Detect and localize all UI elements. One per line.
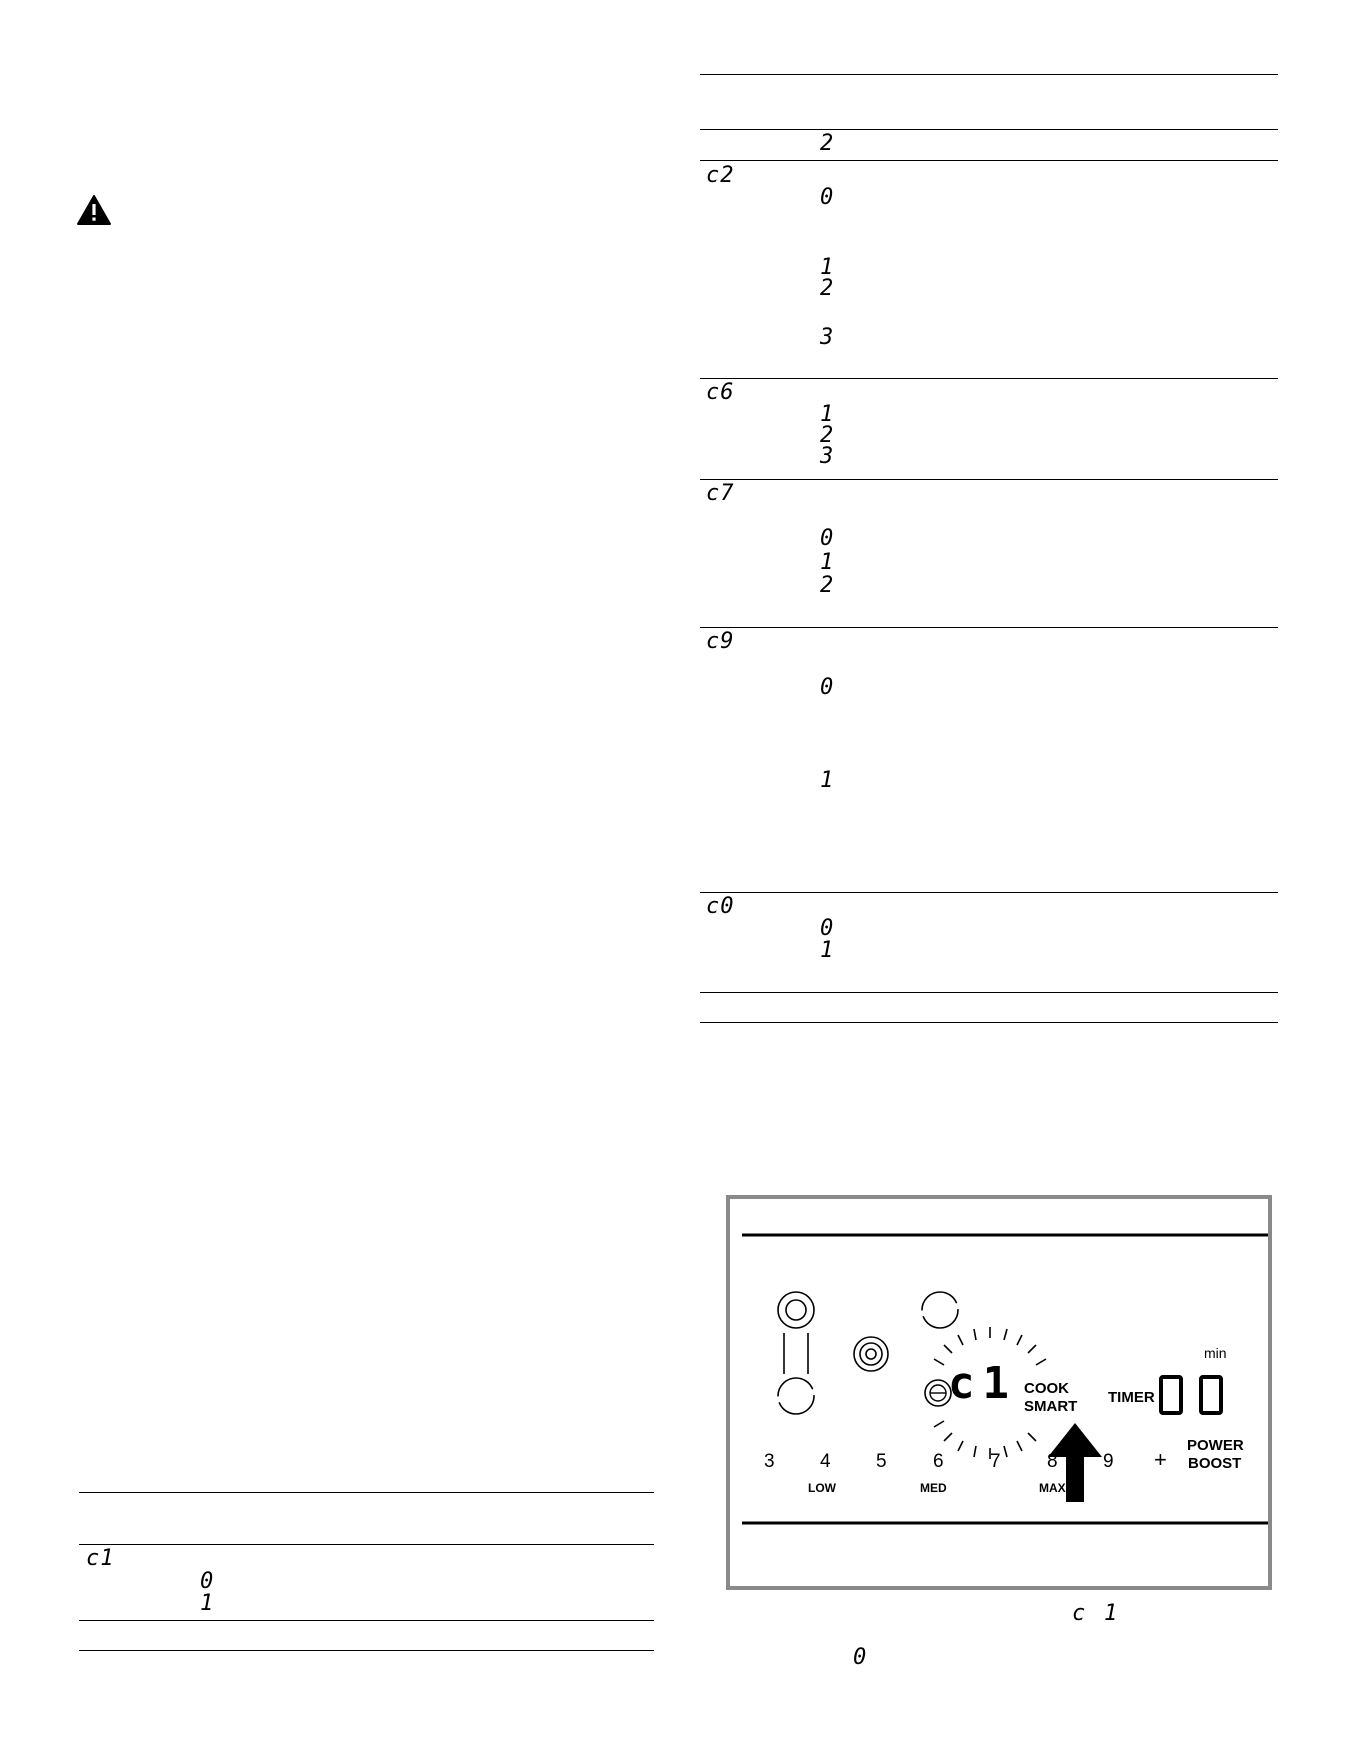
table-rule [700, 627, 1278, 628]
setting-value: 2 [820, 423, 835, 448]
timer-label: TIMER [1108, 1389, 1155, 1406]
level-9: 9 [1103, 1451, 1114, 1472]
setting-value: 1 [820, 938, 835, 963]
bridge-burner-icon [778, 1292, 814, 1414]
plus-sign: + [1154, 1447, 1167, 1472]
table-rule [700, 160, 1278, 161]
table-rule [79, 1650, 654, 1651]
setting-code: c2 [706, 163, 735, 188]
power-label: POWER [1187, 1437, 1244, 1454]
setting-value: 1 [200, 1591, 215, 1616]
setting-value: 0 [820, 185, 835, 210]
setting-value: 2 [820, 573, 835, 598]
table-rule [700, 1022, 1278, 1023]
level-3: 3 [764, 1451, 775, 1472]
setting-value: 3 [820, 325, 835, 350]
cook-label: COOK [1024, 1380, 1069, 1397]
setting-value: 2 [820, 276, 835, 301]
setting-code: c0 [706, 894, 735, 919]
setting-value: 2 [820, 131, 835, 156]
level-8: 8 [1047, 1451, 1058, 1472]
center-burner-icon [854, 1337, 888, 1371]
caption-value-0: 0 [853, 1645, 868, 1670]
table-rule [700, 479, 1278, 480]
caption-code-1: 1 [1104, 1601, 1119, 1626]
level-6: 6 [933, 1451, 944, 1472]
timer-digits [730, 1199, 731, 1200]
setting-value: 3 [820, 444, 835, 469]
setting-value: 1 [820, 768, 835, 793]
rear-right-burner-icon [922, 1292, 958, 1328]
table-rule [79, 1544, 654, 1545]
level-7: 7 [990, 1451, 1001, 1472]
level-5: 5 [876, 1451, 887, 1472]
setting-code: c1 [86, 1546, 115, 1571]
control-panel-figure [726, 1195, 1272, 1590]
warning-icon [76, 194, 112, 226]
table-rule [79, 1620, 654, 1621]
setting-value: 0 [200, 1569, 215, 1594]
level-4: 4 [820, 1451, 831, 1472]
setting-code: c7 [706, 481, 735, 506]
setting-value: 0 [820, 916, 835, 941]
setting-code: c6 [706, 380, 735, 405]
timer-digits-icon [1161, 1377, 1221, 1413]
table-rule [700, 992, 1278, 993]
setting-value: 0 [820, 526, 835, 551]
min-label: min [1204, 1345, 1227, 1361]
setting-value: 1 [820, 550, 835, 575]
boost-label: BOOST [1188, 1455, 1242, 1472]
setting-code: c9 [706, 629, 735, 654]
level-med-label: MED [920, 1481, 947, 1495]
level-low-label: LOW [808, 1481, 836, 1495]
caption-code-c: c [1072, 1601, 1087, 1626]
table-rule [700, 378, 1278, 379]
setting-value: 1 [820, 402, 835, 427]
setting-value: 1 [820, 255, 835, 280]
table-rule [79, 1492, 654, 1493]
table-rule [700, 129, 1278, 130]
level-max-label: MAX [1039, 1481, 1066, 1495]
smart-label: SMART [1024, 1398, 1078, 1415]
table-rule [700, 74, 1278, 75]
setting-value: 0 [820, 675, 835, 700]
display-code: c1 [948, 1358, 1017, 1409]
table-rule [700, 892, 1278, 893]
